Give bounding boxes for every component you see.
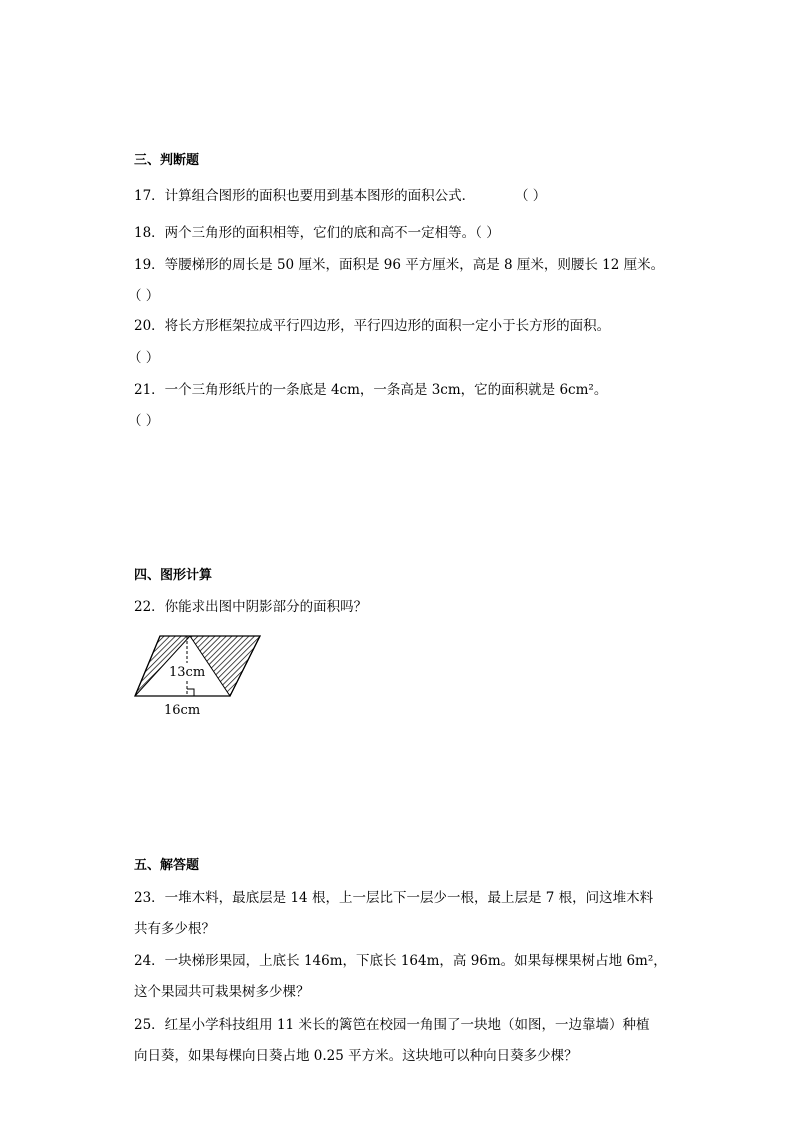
question-23-line2: 共有多少根？ <box>134 921 215 937</box>
height-label: 13cm <box>169 665 206 680</box>
question-18: 18．两个三角形的面积相等，它们的底和高不一定相等。（ ） <box>134 225 500 241</box>
question-19: 19．等腰梯形的周长是 50 厘米，面积是 96 平方厘米，高是 8 厘米，则腰长 12 厘米。 <box>134 257 665 273</box>
question-24-line1: 24．一块梯形果园，上底长 146m，下底长 164m，高 96m。如果每棵果树占地 6m²， <box>134 953 667 969</box>
question-23-line1: 23．一堆木料，最底层是 14 根，上一层比下一层少一根，最上层是 7 根，问这堆木料 <box>134 890 654 906</box>
section-3-heading: 三、判断题 <box>134 153 200 168</box>
section-4-heading: 四、图形计算 <box>134 568 213 583</box>
right-angle-mark <box>187 689 194 696</box>
question-25-line1: 25．红星小学科技组用 11 米长的篱笆在校园一角围了一块地（如图，一边靠墙）种植 <box>134 1017 650 1033</box>
section-5-heading: 五、解答题 <box>134 858 200 873</box>
answer-paren-21[interactable]: （ ） <box>128 413 160 429</box>
base-label: 16cm <box>164 703 201 718</box>
answer-paren-17[interactable]: （ ） <box>515 188 547 204</box>
question-22: 22．你能求出图中阴影部分的面积吗？ <box>134 599 368 615</box>
question-25-line2: 向日葵，如果每棵向日葵占地 0.25 平方米。这块地可以种向日葵多少棵？ <box>134 1048 578 1064</box>
answer-paren-19[interactable]: （ ） <box>128 288 160 304</box>
question-20: 20．将长方形框架拉成平行四边形，平行四边形的面积一定小于长方形的面积。 <box>134 318 611 334</box>
answer-paren-20[interactable]: （ ） <box>128 350 160 366</box>
question-17: 17．计算组合图形的面积也要用到基本图形的面积公式． <box>134 188 476 204</box>
question-24-line2: 这个果园共可栽果树多少棵？ <box>134 984 310 1000</box>
parallelogram-figure <box>130 630 270 720</box>
question-21: 21．一个三角形纸片的一条底是 4cm，一条高是 3cm，它的面积就是 6cm²。 <box>134 382 608 398</box>
